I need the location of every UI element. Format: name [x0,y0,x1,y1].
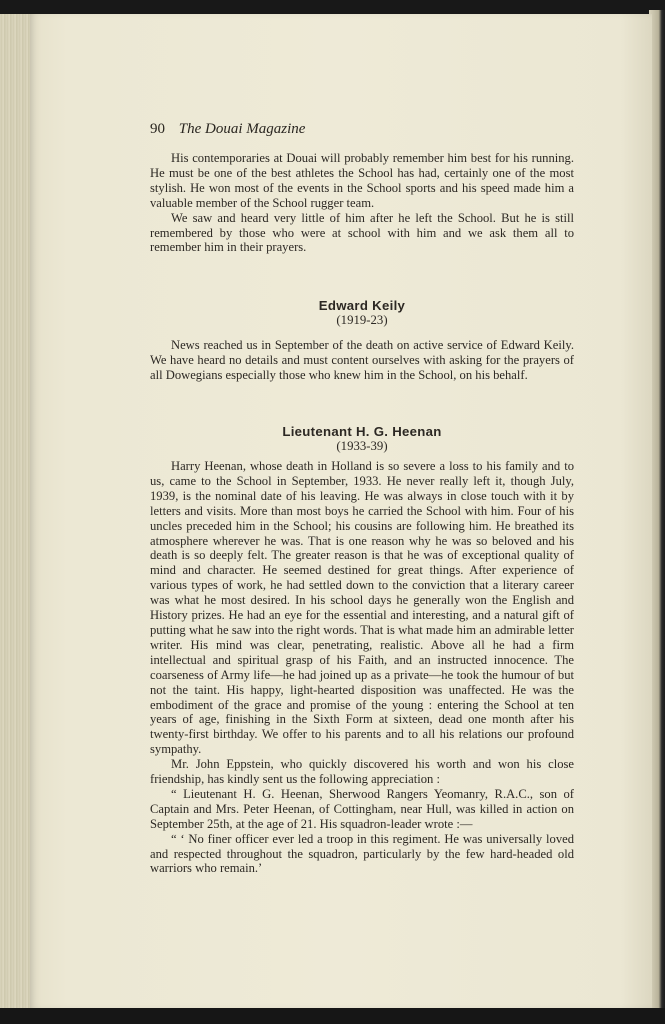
page-number: 90 [150,121,165,137]
paragraph: Harry Heenan, whose death in Holland is so severe a loss to his family and to us, came to the School in September, 1933. He never really left it, though July, 1939, is the nominal date of his leaving. He was always in close touch with it by letters and visits. More than most boys he carried the School with him. Four of his uncles preceded him in the School; his cousins are following him. He breathed its atmosphere wherever he was. That is one reason why he was so beloved and his death is so deeply felt. The greater reason is that he was of exceptional quality of mind and character. He seemed destined for great things. After experience of various types of work, he had settled down to the conviction that a literary career was what he most desired. In his school days he generally won the English and History prizes. He had an eye for the essential and interesting, and a natural gift of putting what he saw into the right words. That is what made him an admirable letter writer. His mind was clear, penetrating, realistic. Above all he had a firm intellectual and spiritual grasp of his Faith, and an instructed innocence. The coarseness of Army life—he had joined up as a private—he took the humour of but not the taint. His happy, light-hearted disposition was unaffected. He was the embodiment of the grace and promise of the young : entering the School at ten years of age, finishing in the Sixth Form at sixteen, dead one month after his twenty-first birthday. We offer to his parents and to all his relations our profound sympathy. [150,459,574,757]
paragraph: His contemporaries at Douai will probably remember him best for his running. He must be one of the best athletes the School has had, certainly one of the most stylish. He won most of the events in the School sports and his speed made him a valuable member of the School rugger team. [150,151,574,210]
paragraph: “ ‘ No finer officer ever led a troop in this regiment. He was universally loved and respected throughout the squadron, particularly by the few hard-headed old warriors who remain.’ [150,831,574,876]
running-header [150,121,305,138]
obituary-name: Lieutenant H. G. Heenan [282,424,442,439]
paragraph: Mr. John Eppstein, who quickly discovered his worth and won his close friendship, has kindly sent us the following appreciation : [150,757,574,787]
obituary-years: (1919-23) [336,313,388,327]
magazine-title: The Douai Magazine [178,121,306,137]
paragraph: News reached us in September of the death on active service of Edward Keily. We have heard no details and must content ourselves with asking for the prayers of all Dowegians especially those who knew him in the School, on his behalf. [150,338,574,382]
obituary-heading-keily [150,298,574,328]
obituary-years: (1933-39) [336,439,388,453]
obituary-body-keily [150,338,574,383]
obituary-body-heenan [150,459,574,876]
obituary-name: Edward Keily [318,298,406,313]
paragraph: “ Lieutenant H. G. Heenan, Sherwood Rangers Yeomanry, R.A.C., son of Captain and Mrs. Peter Heenan, of Cottingham, near Hull, was killed in action on September 25th, at the age of 21. His squadron-leader wrote :— [150,786,574,831]
obituary-continuation [150,151,574,255]
obituary-heading-heenan [150,424,574,454]
paragraph: We saw and heard very little of him after he left the School. But he is still remembered by those who were at school with him and we ask them all to remember him in their prayers. [150,210,574,255]
book-page-stack [0,14,34,1010]
scan-bottom-border [0,1008,665,1024]
